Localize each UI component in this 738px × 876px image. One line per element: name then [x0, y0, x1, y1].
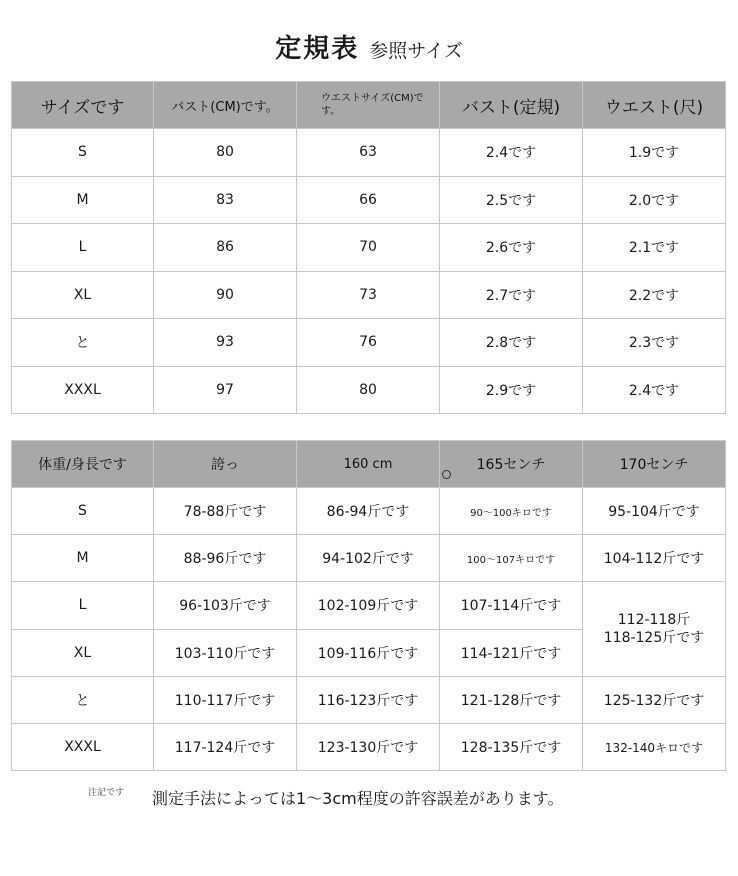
- cell-160: 109-116斤です: [297, 629, 440, 676]
- cell-size: S: [12, 129, 154, 177]
- cell-bust-ruler: 2.4です: [440, 129, 583, 177]
- header-waist-shaku: ウエスト(尺): [583, 82, 726, 129]
- cell-waist-shaku: 2.0です: [583, 176, 726, 224]
- table-row: [12, 488, 726, 535]
- title-sub: 参照サイズ: [369, 40, 463, 62]
- cell-waist-cm: 70: [297, 224, 440, 272]
- cell-160: 123-130斤です: [297, 723, 440, 770]
- cell-165: 107-114斤です: [440, 582, 583, 629]
- cell-170: 132-140キロです: [583, 723, 726, 770]
- cell-waist-cm: 80: [297, 366, 440, 414]
- header-size: サイズです: [12, 82, 154, 129]
- cell-bust-cm: 80: [154, 129, 297, 177]
- cell-165: 114-121斤です: [440, 629, 583, 676]
- table-row: [12, 535, 726, 582]
- cell-160: 94-102斤です: [297, 535, 440, 582]
- cell-160: 116-123斤です: [297, 676, 440, 723]
- table-row: [12, 723, 726, 770]
- cell-bust-ruler: 2.6です: [440, 224, 583, 272]
- cell-170-part-b: 118-125斤です: [603, 630, 705, 647]
- cell-size: L: [12, 224, 154, 272]
- cell-bust-cm: 83: [154, 176, 297, 224]
- cell-waist-shaku: 2.1です: [583, 224, 726, 272]
- table-row: [12, 366, 726, 414]
- cell-160: 102-109斤です: [297, 582, 440, 629]
- cell-165: 121-128斤です: [440, 676, 583, 723]
- cell-size: L: [12, 582, 154, 629]
- cell-waist-shaku: 2.4です: [583, 366, 726, 414]
- cell-weight: 96-103斤です: [154, 582, 297, 629]
- cell-170-part-a: 112-118斤: [617, 612, 691, 629]
- cell-bust-cm: 86: [154, 224, 297, 272]
- cell-bust-ruler: 2.8です: [440, 319, 583, 367]
- title-main: 定規表: [275, 34, 360, 64]
- header-165cm: 165センチ: [440, 441, 583, 488]
- page-title: [0, 28, 738, 65]
- cell-size: M: [12, 176, 154, 224]
- cell-size: M: [12, 535, 154, 582]
- table-row: [12, 319, 726, 367]
- cell-waist-shaku: 1.9です: [583, 129, 726, 177]
- cell-bust-ruler: 2.7です: [440, 271, 583, 319]
- cell-bust-cm: 93: [154, 319, 297, 367]
- header-170cm: 170センチ: [583, 441, 726, 488]
- cell-bust-ruler: 2.5です: [440, 176, 583, 224]
- size-chart-table: [11, 81, 726, 414]
- header-bust-ruler: バスト(定規): [440, 82, 583, 129]
- cell-waist-cm: 63: [297, 129, 440, 177]
- cell-170: 104-112斤です: [583, 535, 726, 582]
- table-header-row: [12, 82, 726, 129]
- cell-size: XL: [12, 629, 154, 676]
- header-bust-cm: バスト(CM)です。: [154, 82, 297, 129]
- cell-size: XL: [12, 271, 154, 319]
- cell-weight: 78-88斤です: [154, 488, 297, 535]
- cell-waist-shaku: 2.2です: [583, 271, 726, 319]
- table-row: [12, 176, 726, 224]
- circle-mark-icon: [442, 470, 451, 479]
- cell-170-merged: [583, 582, 726, 676]
- cell-165: 100～107キロです: [440, 535, 583, 582]
- cell-bust-cm: 97: [154, 366, 297, 414]
- cell-170: 125-132斤です: [583, 676, 726, 723]
- cell-size: XXXL: [12, 723, 154, 770]
- cell-waist-cm: 73: [297, 271, 440, 319]
- table-row: [12, 224, 726, 272]
- table-row: [12, 271, 726, 319]
- table-row: [12, 129, 726, 177]
- cell-waist-shaku: 2.3です: [583, 319, 726, 367]
- header-waist-cm: ウエストサイズ(CM)です。: [297, 82, 440, 129]
- weight-height-table: [11, 440, 726, 771]
- cell-165: 90～100キロです: [440, 488, 583, 535]
- note-label: 注記です: [88, 788, 125, 798]
- cell-size: XXXL: [12, 366, 154, 414]
- cell-waist-cm: 66: [297, 176, 440, 224]
- cell-weight: 117-124斤です: [154, 723, 297, 770]
- note-text: 測定手法によっては1～3cm程度の許容誤差があります。: [152, 789, 564, 808]
- header-160cm: 160 cm: [297, 441, 440, 488]
- header-weight-height: 体重/身長です: [12, 441, 154, 488]
- cell-170: 95-104斤です: [583, 488, 726, 535]
- cell-weight: 110-117斤です: [154, 676, 297, 723]
- table-row: [12, 582, 726, 629]
- cell-165: 128-135斤です: [440, 723, 583, 770]
- cell-size: と: [12, 319, 154, 367]
- table-row: [12, 676, 726, 723]
- cell-waist-cm: 76: [297, 319, 440, 367]
- cell-bust-ruler: 2.9です: [440, 366, 583, 414]
- header-col-a: 誇っ: [154, 441, 297, 488]
- cell-160: 86-94斤です: [297, 488, 440, 535]
- cell-weight: 88-96斤です: [154, 535, 297, 582]
- cell-weight: 103-110斤です: [154, 629, 297, 676]
- cell-size: と: [12, 676, 154, 723]
- table-header-row: [12, 441, 726, 488]
- cell-bust-cm: 90: [154, 271, 297, 319]
- cell-size: S: [12, 488, 154, 535]
